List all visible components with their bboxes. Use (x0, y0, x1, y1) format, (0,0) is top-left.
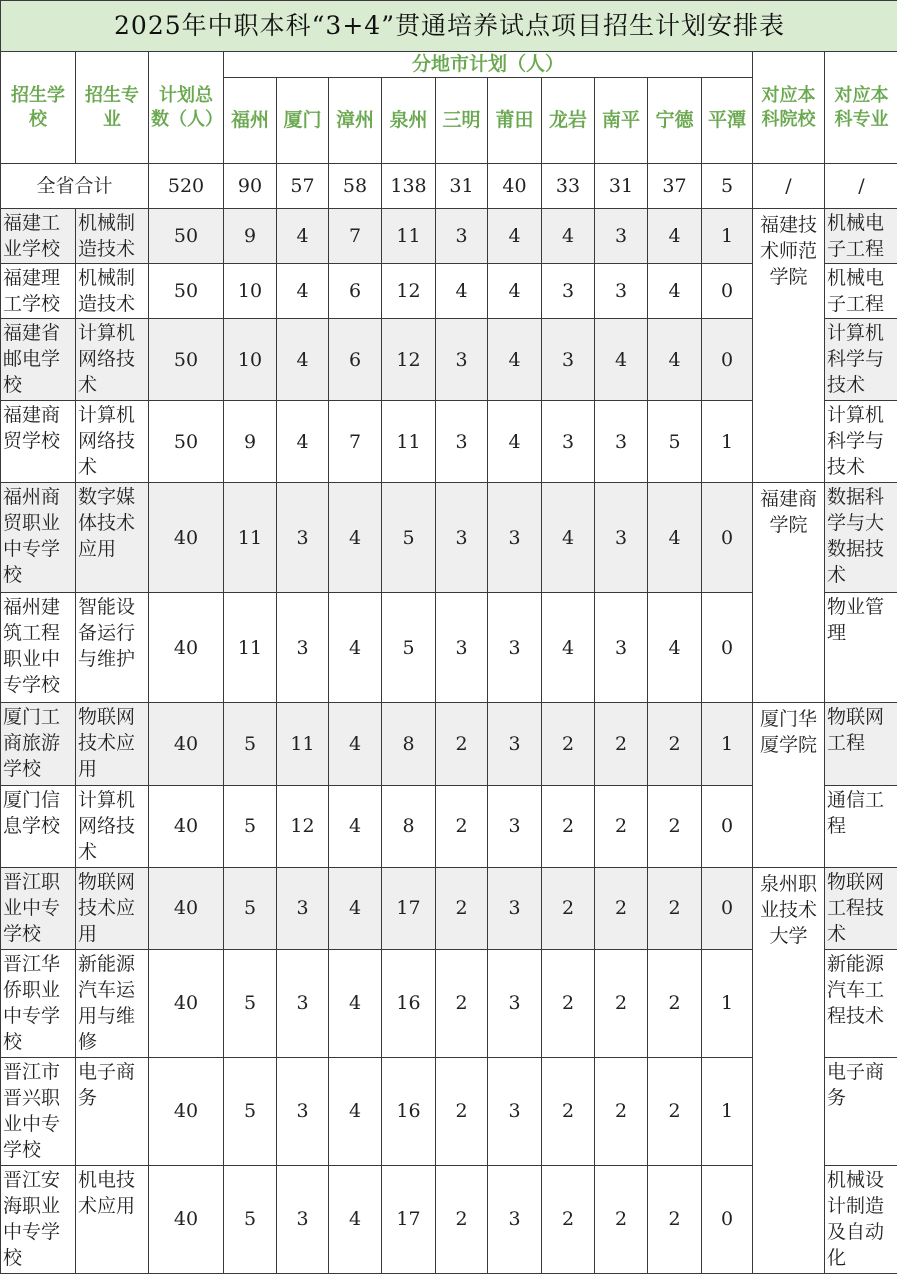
city-cell: 4 (542, 209, 595, 264)
city-cell: 2 (595, 1165, 648, 1273)
city-cell: 3 (488, 867, 542, 949)
total-row (1, 164, 897, 209)
major-cell: 计算机网络技术 (76, 785, 149, 867)
city-cell: 1 (702, 1057, 753, 1165)
city-cell: 12 (277, 785, 329, 867)
table-row (1, 209, 897, 264)
header-city: 南平 (595, 78, 648, 164)
city-cell: 8 (382, 785, 436, 867)
city-cell: 3 (277, 867, 329, 949)
total-city: 31 (595, 164, 648, 209)
school-cell: 晋江安海职业中专学校 (1, 1165, 76, 1273)
city-cell: 3 (277, 1165, 329, 1273)
city-cell: 3 (436, 209, 488, 264)
uni-major-cell: 电子商务 (825, 1057, 897, 1165)
school-cell: 晋江华侨职业中专学校 (1, 949, 76, 1057)
city-cell: 3 (488, 1165, 542, 1273)
city-cell: 3 (595, 483, 648, 593)
city-cell: 0 (702, 785, 753, 867)
city-cell: 2 (595, 867, 648, 949)
header-city: 平潭 (702, 78, 753, 164)
city-cell: 1 (702, 949, 753, 1057)
city-cell: 4 (329, 949, 382, 1057)
header-city: 泉州 (382, 78, 436, 164)
city-cell: 2 (436, 785, 488, 867)
total-cell: 40 (149, 593, 224, 703)
city-cell: 3 (436, 483, 488, 593)
header-major: 招生专业 (76, 52, 149, 164)
school-cell: 晋江市晋兴职业中专学校 (1, 1057, 76, 1165)
city-cell: 4 (542, 483, 595, 593)
uni-major-cell: 数据科学与大数据技术 (825, 483, 897, 593)
city-cell: 11 (224, 593, 277, 703)
major-cell: 智能设备运行与维护 (76, 593, 149, 703)
header-city: 龙岩 (542, 78, 595, 164)
city-cell: 2 (595, 949, 648, 1057)
city-cell: 10 (224, 319, 277, 401)
city-cell: 2 (648, 1057, 702, 1165)
city-cell: 3 (277, 483, 329, 593)
city-cell: 2 (436, 867, 488, 949)
total-city: 138 (382, 164, 436, 209)
city-cell: 3 (542, 264, 595, 319)
city-cell: 0 (702, 593, 753, 703)
city-cell: 2 (648, 703, 702, 785)
city-cell: 4 (648, 264, 702, 319)
uni-major-cell: 物联网工程 (825, 703, 897, 785)
header-city: 莆田 (488, 78, 542, 164)
header-school: 招生学校 (1, 52, 76, 164)
header-uni-major: 对应本科专业 (825, 52, 897, 164)
city-cell: 11 (224, 483, 277, 593)
uni-major-cell: 新能源汽车工程技术 (825, 949, 897, 1057)
header-regional-group: 分地市计划（人） (224, 52, 753, 78)
city-cell: 12 (382, 264, 436, 319)
city-cell: 5 (382, 483, 436, 593)
header-city: 福州 (224, 78, 277, 164)
city-cell: 11 (277, 703, 329, 785)
city-cell: 6 (329, 264, 382, 319)
total-cell: 50 (149, 401, 224, 483)
city-cell: 3 (488, 1057, 542, 1165)
header-total: 计划总数（人） (149, 52, 224, 164)
school-cell: 福建理工学校 (1, 264, 76, 319)
total-city: 57 (277, 164, 329, 209)
city-cell: 2 (648, 1165, 702, 1273)
uni-major-cell: 物联网工程技术 (825, 867, 897, 949)
city-cell: 2 (542, 703, 595, 785)
city-cell: 17 (382, 1165, 436, 1273)
city-cell: 5 (224, 1165, 277, 1273)
city-cell: 1 (702, 703, 753, 785)
city-cell: 4 (329, 1165, 382, 1273)
uni-major-cell: 计算机科学与技术 (825, 401, 897, 483)
city-cell: 2 (436, 703, 488, 785)
total-city: 58 (329, 164, 382, 209)
city-cell: 16 (382, 949, 436, 1057)
school-cell: 福州商贸职业中专学校 (1, 483, 76, 593)
city-cell: 10 (224, 264, 277, 319)
university-cell: 厦门华厦学院 (753, 703, 825, 867)
total-cell: 40 (149, 867, 224, 949)
city-cell: 4 (329, 593, 382, 703)
city-cell: 4 (277, 401, 329, 483)
uni-major-cell: 机械设计制造及自动化 (825, 1165, 897, 1273)
school-cell: 晋江职业中专学校 (1, 867, 76, 949)
total-cell: 40 (149, 949, 224, 1057)
total-cell: 40 (149, 785, 224, 867)
header-university: 对应本科院校 (753, 52, 825, 164)
table-row (1, 483, 897, 593)
table-row (1, 867, 897, 949)
city-cell: 2 (542, 1057, 595, 1165)
total-cell: 40 (149, 1165, 224, 1273)
city-cell: 2 (436, 1165, 488, 1273)
city-cell: 2 (595, 1057, 648, 1165)
city-cell: 4 (595, 319, 648, 401)
school-cell: 福建省邮电学校 (1, 319, 76, 401)
city-cell: 17 (382, 867, 436, 949)
city-cell: 2 (595, 703, 648, 785)
major-cell: 电子商务 (76, 1057, 149, 1165)
city-cell: 11 (382, 209, 436, 264)
major-cell: 机电技术应用 (76, 1165, 149, 1273)
city-cell: 1 (702, 209, 753, 264)
city-cell: 0 (702, 1165, 753, 1273)
uni-major-cell: 机械电子工程 (825, 264, 897, 319)
city-cell: 3 (595, 264, 648, 319)
total-city: 40 (488, 164, 542, 209)
city-cell: 4 (329, 483, 382, 593)
city-cell: 3 (542, 319, 595, 401)
city-cell: 2 (648, 949, 702, 1057)
city-cell: 5 (224, 785, 277, 867)
city-cell: 4 (436, 264, 488, 319)
city-cell: 3 (488, 593, 542, 703)
city-cell: 5 (224, 703, 277, 785)
city-cell: 3 (277, 949, 329, 1057)
school-cell: 福建商贸学校 (1, 401, 76, 483)
header-row (1, 52, 897, 78)
total-cell: 40 (149, 1057, 224, 1165)
city-cell: 4 (488, 209, 542, 264)
city-cell: 3 (595, 209, 648, 264)
city-cell: 7 (329, 209, 382, 264)
city-cell: 2 (436, 1057, 488, 1165)
city-cell: 4 (488, 319, 542, 401)
major-cell: 机械制造技术 (76, 209, 149, 264)
major-cell: 计算机网络技术 (76, 401, 149, 483)
city-cell: 2 (648, 867, 702, 949)
total-cell: 40 (149, 483, 224, 593)
uni-major-cell: 计算机科学与技术 (825, 319, 897, 401)
city-cell: 0 (702, 264, 753, 319)
city-cell: 4 (648, 319, 702, 401)
major-cell: 新能源汽车运用与维修 (76, 949, 149, 1057)
school-cell: 厦门工商旅游学校 (1, 703, 76, 785)
total-city: 5 (702, 164, 753, 209)
city-cell: 3 (436, 319, 488, 401)
city-cell: 4 (329, 785, 382, 867)
university-cell: 泉州职业技术大学 (753, 867, 825, 1273)
city-cell: 16 (382, 1057, 436, 1165)
city-cell: 4 (488, 401, 542, 483)
total-label: 全省合计 (1, 164, 149, 209)
city-cell: 5 (382, 593, 436, 703)
school-cell: 厦门信息学校 (1, 785, 76, 867)
city-cell: 4 (277, 319, 329, 401)
header-city: 漳州 (329, 78, 382, 164)
total-count: 520 (149, 164, 224, 209)
school-cell: 福建工业学校 (1, 209, 76, 264)
university-cell: 福建技术师范学院 (753, 209, 825, 483)
major-cell: 物联网技术应用 (76, 867, 149, 949)
city-cell: 5 (224, 867, 277, 949)
city-cell: 3 (488, 483, 542, 593)
city-cell: 2 (595, 785, 648, 867)
city-cell: 2 (648, 785, 702, 867)
city-cell: 3 (277, 593, 329, 703)
city-cell: 5 (648, 401, 702, 483)
city-cell: 3 (595, 593, 648, 703)
header-city: 三明 (436, 78, 488, 164)
city-cell: 6 (329, 319, 382, 401)
city-cell: 4 (329, 867, 382, 949)
city-cell: 5 (224, 949, 277, 1057)
city-cell: 4 (542, 593, 595, 703)
city-cell: 3 (436, 593, 488, 703)
city-cell: 7 (329, 401, 382, 483)
city-cell: 3 (277, 1057, 329, 1165)
city-cell: 0 (702, 319, 753, 401)
city-cell: 3 (436, 401, 488, 483)
city-cell: 4 (488, 264, 542, 319)
major-cell: 机械制造技术 (76, 264, 149, 319)
total-cell: 40 (149, 703, 224, 785)
city-cell: 4 (277, 209, 329, 264)
city-cell: 3 (488, 703, 542, 785)
city-cell: 2 (542, 1165, 595, 1273)
city-cell: 0 (702, 867, 753, 949)
university-cell: 福建商学院 (753, 483, 825, 703)
city-cell: 3 (595, 401, 648, 483)
city-cell: 4 (329, 703, 382, 785)
city-cell: 11 (382, 401, 436, 483)
city-cell: 5 (224, 1057, 277, 1165)
city-cell: 9 (224, 209, 277, 264)
total-cell: 50 (149, 209, 224, 264)
city-cell: 4 (648, 483, 702, 593)
city-cell: 4 (648, 209, 702, 264)
city-cell: 2 (542, 949, 595, 1057)
city-cell: 0 (702, 483, 753, 593)
city-cell: 12 (382, 319, 436, 401)
total-city: 90 (224, 164, 277, 209)
city-cell: 2 (542, 785, 595, 867)
city-cell: 2 (436, 949, 488, 1057)
major-cell: 物联网技术应用 (76, 703, 149, 785)
city-cell: 4 (648, 593, 702, 703)
title-row (1, 1, 897, 52)
school-cell: 福州建筑工程职业中专学校 (1, 593, 76, 703)
header-city: 厦门 (277, 78, 329, 164)
header-city: 宁德 (648, 78, 702, 164)
total-university: / (753, 164, 825, 209)
city-cell: 3 (488, 785, 542, 867)
total-city: 33 (542, 164, 595, 209)
uni-major-cell: 物业管理 (825, 593, 897, 703)
city-cell: 3 (488, 949, 542, 1057)
major-cell: 计算机网络技术 (76, 319, 149, 401)
city-cell: 3 (542, 401, 595, 483)
total-city: 31 (436, 164, 488, 209)
city-cell: 9 (224, 401, 277, 483)
city-cell: 1 (702, 401, 753, 483)
city-cell: 8 (382, 703, 436, 785)
table-title: 2025年中职本科“3+4”贯通培养试点项目招生计划安排表 (1, 1, 897, 52)
city-cell: 4 (277, 264, 329, 319)
table-row (1, 703, 897, 785)
major-cell: 数字媒体技术应用 (76, 483, 149, 593)
total-cell: 50 (149, 264, 224, 319)
total-cell: 50 (149, 319, 224, 401)
city-cell: 4 (329, 1057, 382, 1165)
uni-major-cell: 通信工程 (825, 785, 897, 867)
city-cell: 2 (542, 867, 595, 949)
total-uni-major: / (825, 164, 897, 209)
total-city: 37 (648, 164, 702, 209)
uni-major-cell: 机械电子工程 (825, 209, 897, 264)
